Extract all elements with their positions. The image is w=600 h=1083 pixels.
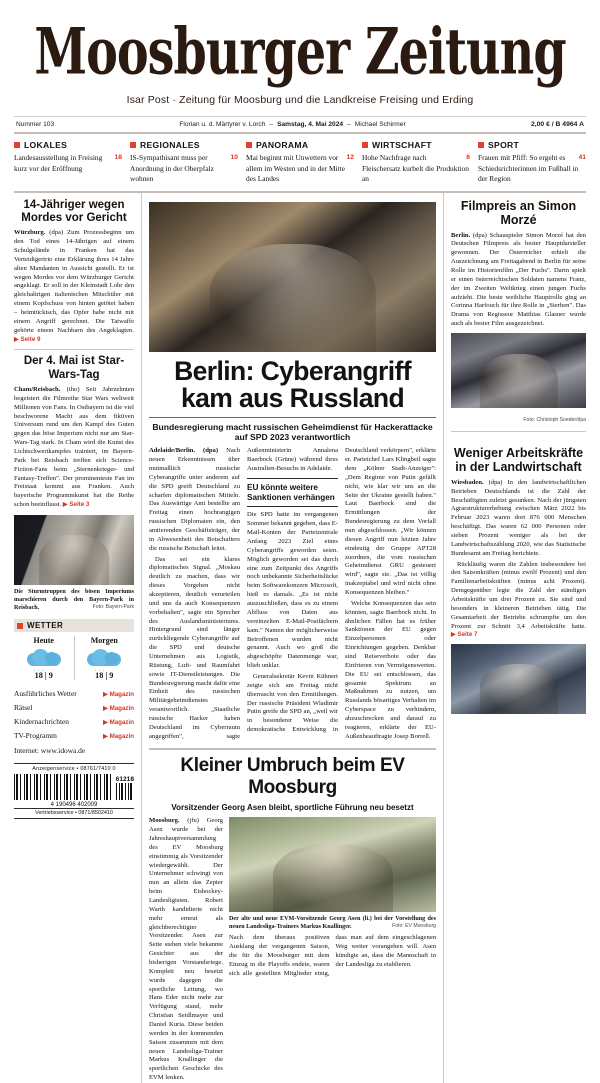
link-target-label: Magazin [109, 733, 134, 741]
article-headline: Weniger Arbeitskräfte in der Landwirtschaft [453, 445, 584, 475]
simon-morze-photo [451, 333, 586, 408]
main-headline: Berlin: Cyberangriff kam aus Russland [174, 355, 411, 413]
page-reference[interactable]: ▶ Seite 9 [14, 335, 41, 343]
nav-label: PANORAMA [256, 140, 309, 150]
weather-box [14, 619, 134, 755]
ev-headline: Kleiner Umbruch beim EV Moosburg [180, 754, 405, 798]
photo-credit: Foto: EV Moosburg [392, 923, 436, 930]
main-paragraph-4: Generalsekretär Kevin Kühnert zeigte sich am Freitag nicht überrascht von den Ermittlungen. Der russische Präsident Wladimir Putin greife die SPD an, „weil wir in besonderer Weise die demokratische Entwicklung in Deutschland verkörpern", erklärte er. Parteichef Lars Klingbeil sagte dem „Kölner Stadt-Anzeiger": „Dem Regime von Putin gefällt nicht, wie klar wir uns an die Seite der Ukraine gestellt haben." Laut Baerbock sind die Ermittlungen der Bundesregierung zu dem Vorfall nun abgeschlossen. „Wir können diesen Angriff nun letzten Jahre eindeutig der Gruppe APT28 zuordnen, die vom russischen Geheimdienst GRU gesteuert wird", sagte sie. „Das ist völlig inakzeptabel und wird nicht ohne Konsequenzen bleiben." [247, 447, 436, 734]
barcode-footer [14, 763, 134, 819]
page-reference[interactable]: ▶ Seite 3 [62, 501, 90, 509]
nav-teaser: IS-Sympathisant muss per Anordnung in der Oberpfalz wohnen [130, 153, 214, 184]
nav-section-panorama[interactable] [246, 140, 362, 185]
headline-rule [149, 417, 436, 418]
weather-day-label: Morgen [90, 636, 118, 646]
nav-label: LOKALES [24, 140, 68, 150]
nav-teaser-wrap [14, 153, 122, 174]
body-text: Zum Prozessbeginn um den Tod eines 14-Jährigen auf einem Schulgelände in Franken hat das Verteidigertrio eine Erklärung ihres 14 Jahre alten Mandanten in Aussicht gestellt. Er ist wegen Mordes vor dem Würzburger Gericht angeklagt. Er soll in der Kleinstadt Lohr den gleichaltrigen italienischen Mitschüler mit einem Kopfschuss von hinten getötet haben – heimtückisch, das Opfer habe nicht mit einem Angriff gerechnet. Die Tatwaffe gehörte einem Nachbarn des Angeklagten. [14, 229, 134, 334]
agency: (dpa) [472, 231, 487, 239]
page-reference-label: Seite 9 [20, 335, 41, 343]
ev-moosburg-photo [229, 817, 436, 912]
newspaper-title: Moosburger Zeitung [34, 13, 566, 89]
link-target-label: Magazin [109, 690, 134, 698]
photo-figure [479, 664, 557, 714]
link-label: Ausführliches Wetter [14, 688, 77, 698]
photo-figure [209, 244, 375, 352]
center-column [142, 193, 444, 1083]
center-divider [149, 748, 436, 750]
article-starwars[interactable] [14, 355, 134, 612]
link-label: Kindernachrichten [14, 717, 69, 727]
distribution-label: Vertriebsservice • 0871/8502410 [14, 808, 134, 816]
main-paragraph-5: Welche Konsequenzen das sein könnten, sagte Baerbock nicht. In ähnlichen Fällen hat es früher Sanktionen der EU gegen Einzelpersonen oder Einrichtungen gegeben. Denkbar sind Reiseverbote oder das Einfrieren von Vermögenswerten. Die EU sei entschlossen, das gesamte Spektrum an Maßnahmen zu nutzen, um Russlands bösartiges Verhalten im Cyberspace zu verhindern, abzuschrecken und darauf zu reagieren, erklärte der EU-Außenbeauftragte Josep Borrell. [345, 599, 436, 740]
ad-service-label: Anzeigenservice • 08761/7410 0 [32, 765, 116, 772]
article-filmpreis[interactable] [451, 199, 586, 426]
content-grid [14, 193, 586, 1083]
nav-label: REGIONALES [140, 140, 200, 150]
paragraph-text: Rückläufig waren die Zahlen insbesondere bei den Saisonkräften (minus zwölf Prozent) und den Familienarbeitskräften (minus acht Prozent). Demgegenüber legte die Zahl der ständigen Arbeitskräfte um drei Prozent zu. Sie sind und besonders in kleineren Betrieben tätig. Die Gesamtarbeit der Betriebe schrumpfte um den Prozent zur Schnitt 3,4 Arbeitskräfte hatte. [451, 560, 586, 630]
agency: (tho) [66, 386, 80, 394]
link-raetsel[interactable] [14, 700, 134, 714]
paragraph-text: In den landwirtschaftlichen Betrieben Deutschlands ist die Zahl der Beschäftigten zuletzt gesunken. Nach der jüngsten Agrarstrukturerhebung zwischen März 2022 bis Februar 2023 waren dort 876 000 Menschen beschäftigt. Das waren 62 000 Personen oder sieben Prozent weniger als bei der Landwirtschaftszählung 2020, wie das Statistische Bundesamt am Freitag berichtete. [451, 478, 586, 557]
stormtrooper-photo [14, 515, 134, 585]
section-nav [14, 134, 586, 191]
square-bullet-icon [362, 142, 368, 148]
square-bullet-icon [130, 142, 136, 148]
dateline: Cham/Reisbach. [14, 386, 61, 394]
nav-teaser: Frauen mit Pfiff: So ergeht es Schiedsrichterinnen im Fußball in der Region [478, 153, 579, 184]
body-text: Seit Jahrzehnten begeistert die Filmreihe Star Wars weltweit Millionen von Fans. In Ostbayern ist die viel beschworene Macht aus dem fiktiven Universum rund um den Kampf des Guten gegen das böse Imperium nicht nur am Star-Wars-Tag stark. In Cham wird die Kunst des Lichtschwertkampfes trainiert, im Bayern-Park bei Reisbach treffen sich Science-Fiction-Fans beim „Sternenkrieger- und Fantasy-Treffen". Der prominenteste Fan im Freistaat kommt aus Franken. Auch bayerische Programmkunst hat die Reihe schon beeinflusst. [14, 386, 134, 509]
nav-head-sport [478, 140, 586, 150]
weather-header [14, 619, 134, 632]
left-divider-1 [14, 349, 134, 350]
body-text: Schauspieler Simon Morzé hat den Deutschen Filmpreis als bester Hauptdarsteller gewonnen. Der Österreicher erhielt die Auszeichnung am Freitagabend in Berlin für seine Rolle im Historienfilm „Der Fuchs". Darin spielt er einen österreichischen Soldaten namens Franz, der im Zweiten Weltkrieg einen jungen Fuchs aufzieht. Die beste weibliche Hauptrolle ging an Corinna Harfouch für ihre Rolle in „Sterben". Das Drama von Regisseur Matthias Glasner wurde auch als bester Film ausgezeichnet. [451, 231, 586, 328]
weather-links [14, 686, 134, 755]
square-bullet-icon [478, 142, 484, 148]
dash-2: – [347, 121, 351, 128]
right-column [444, 193, 586, 1083]
dateline: Berlin. [451, 231, 471, 239]
caption-text: Der alte und neue EVM-Vorsitzende Georg Asen (li.) bei der Vorstellung des neuen Landesliga-Trainers Markus Knallinger. [229, 916, 436, 931]
nav-section-regionales[interactable] [130, 140, 246, 185]
article-headline: Filmpreis an Simon Morzé [460, 198, 577, 228]
weather-day-tomorrow [74, 636, 135, 680]
nav-label: WIRTSCHAFT [372, 140, 432, 150]
nav-section-wirtschaft[interactable] [362, 140, 478, 185]
issue-price: 2,00 € / B 4964 A [530, 121, 584, 128]
main-subheadline: Bundesregierung macht russischen Geheimdienst für Hackerattacke auf SPD 2023 verantwortlich [152, 421, 433, 442]
barcode-main [14, 774, 112, 800]
nav-teaser-wrap [130, 153, 238, 185]
nav-page-number: 12 [346, 154, 354, 161]
photo-caption [14, 588, 134, 612]
photo-credit: Foto: Bayern-Park [92, 604, 134, 611]
link-target-label: Magazin [109, 719, 134, 727]
page-reference-label: Seite 3 [69, 501, 90, 509]
nav-teaser: Mai beginnt mit Unwettern vor allem im Westen und in der Mitte des Landes [246, 153, 346, 184]
nav-section-sport[interactable] [478, 140, 586, 185]
ev-paragraph-2: Nach dem überaus positiven Ausklang der vergangenen Saison, die für die Moosburger mit dem Einzug in die Playoffs endete, waren sich alle gestellten Mitglieder einig, dass man auf dem eingeschlagenen Weg weiter vorangehen will. Asen kündigte an, dass die Mannschaft in der Landesliga zu etablieren. [229, 934, 436, 977]
right-filler-text [451, 437, 515, 446]
ev-photo-caption [229, 915, 436, 931]
barcode-number: 4 190496 402009 [50, 801, 98, 808]
weather-title: WETTER [27, 621, 64, 631]
dateline: Adelaide/Berlin. [149, 447, 195, 455]
inset-headline: EU könnte weitere Sanktionen verhängen [247, 478, 338, 508]
dateline: Würzburg. [14, 229, 46, 237]
article-paragraph-1 [451, 479, 586, 559]
barcode-secondary [116, 783, 134, 800]
article-14jaehriger[interactable] [14, 199, 134, 345]
link-label: Rätsel [14, 702, 33, 712]
link-ausfuehrliches-wetter[interactable] [14, 686, 134, 700]
ev-subheadline: Vorsitzender Georg Asen bleibt, sportliche Führung neu besetzt [171, 802, 414, 812]
nav-teaser-wrap [362, 153, 470, 185]
article-headline: Der 4. Mai ist Star-Wars-Tag [23, 355, 125, 381]
barcode-row [14, 774, 134, 800]
nav-head-lokales [14, 140, 122, 150]
agency: (dpa) [49, 229, 64, 237]
internet-url[interactable]: Internet: www.idowa.de [14, 745, 86, 755]
saints-day-left: Florian u. d. Märtyrer v. Lorch [179, 121, 266, 128]
dateline: Moosburg. [149, 817, 180, 825]
issue-number: Nummer 103 [16, 121, 55, 128]
nav-head-wirtschaft [362, 140, 470, 150]
photo-figure [272, 844, 392, 912]
page-reference[interactable]: ▶ Seite 7 [451, 631, 478, 639]
nav-page-number: 41 [578, 154, 586, 161]
link-target: ▶ Magazin [103, 719, 134, 727]
article-landwirtschaft[interactable] [451, 446, 586, 714]
nav-head-panorama [246, 140, 354, 150]
link-label: TV-Programm [14, 731, 57, 741]
main-paragraph-1 [149, 447, 240, 553]
right-divider-1 [451, 431, 586, 432]
issue-date-group [179, 121, 405, 128]
barcode-side-number: 61218 [115, 775, 134, 783]
courtroom-photo [149, 202, 436, 352]
rain-cloud-icon: ‚‚‚ [87, 649, 121, 669]
nav-teaser-wrap [246, 153, 354, 185]
photo-figure [39, 535, 109, 585]
square-bullet-icon [14, 142, 20, 148]
nav-page-number: 10 [230, 154, 238, 161]
link-target: ▶ Magazin [103, 690, 134, 698]
article-body [451, 232, 586, 329]
nav-label: SPORT [488, 140, 520, 150]
left-column [14, 193, 142, 1083]
article-body [14, 386, 134, 510]
photo-credit: Foto: Christoph Soeder/dpa [523, 417, 586, 423]
rain-cloud-icon: ‚‚‚ [27, 649, 61, 669]
nav-teaser: Hohe Nachfrage nach Fleischersatz kurbelt die Produktion an [362, 153, 469, 184]
link-tv-programm[interactable] [14, 729, 134, 743]
page-reference-label: Seite 7 [457, 631, 478, 639]
nav-page-number: 6 [466, 154, 470, 161]
issue-meta-row [14, 117, 586, 132]
photo-figure [479, 354, 557, 408]
weather-day-label: Heute [33, 636, 54, 646]
nav-teaser-wrap [478, 153, 586, 185]
masthead [14, 0, 586, 106]
weather-days [14, 636, 134, 680]
article-body [14, 229, 134, 344]
ev-paragraph-1 [149, 817, 223, 1083]
saints-day-right: Michael Schirmer [354, 121, 406, 128]
weather-day-today [14, 636, 74, 680]
right-column-continuation [451, 437, 586, 446]
issue-date: Samstag, 4. Mai 2024 [277, 121, 344, 128]
landwirtschaft-photo [451, 644, 586, 714]
paragraph-text: Georg Asen wurde bei der Jahreshauptversammlung des EV Moosburg einstimmig als Vorsitzender wiedergewählt. Der Unternehmer schwingt von nun an allein das Zepter beim Eishockey-Landesligisten. Robert Warth kandidierte nicht mehr erneut als gleichberechtigter Vorsitzender. Asen zur Seite stehen viele bekannte Gesichter aus der bisherigen Vorstandsriege. Komplett neu besetzt wurde dagegen die sportliche Leitung, wo Hans Eder nicht mehr zur Verfügung stand, mehr Christian Seidlmayer und Daniel Kuria. Diese beiden werden in der kommenden Saison zusammen mit dem neuen Landesliga-Trainer Markus Knallinger die sportlichen Geschicke des EVM lenken. [149, 817, 223, 1082]
main-article-body [149, 447, 436, 741]
square-bullet-icon [246, 142, 252, 148]
newspaper-subtitle: Isar Post · Zeitung für Moosburg und die Landkreise Freising und Erding [126, 94, 474, 106]
agency: (jfu) [187, 817, 199, 825]
article-paragraph-2 [451, 561, 586, 641]
nav-page-number: 18 [114, 154, 122, 161]
agency: (dpa) [203, 447, 219, 455]
square-bullet-icon [17, 623, 23, 629]
dateline: Wiesbaden. [451, 478, 484, 486]
paragraph-text: Nach neuen Erkenntnissen über mutmaßlich russische Cyberangriffe unter anderem auf die SPD greift Deutschland zu scharfen diplomatischen Mitteln. Das Auswärtige Amt bestellte am Freitag einen hochrangigen russischen Diplomaten ein, den amtierenden Geschäftsträger, der in Abwesenheit des Botschafters die russische Botschaft leitet. [149, 447, 240, 552]
caption-text: Die Sturmtruppen des bösen Imperiums marschieren durch den Bayern-Park in Reisbach. [14, 589, 134, 612]
nav-section-lokales[interactable] [14, 140, 130, 185]
nav-teaser: Landesausstellung in Freising kurz vor der Eröffnung [14, 153, 103, 173]
main-paragraph-2: Das sei ein klares diplomatisches Signal. „Moskau deutlich zu machen, dass wir dieses Vorgehen nicht akzeptieren, deutlich verurteilen und uns da auch Konsequenzen vorbehalten", sagte ein Sprecher des Auslandsministeriums. Hintergrund sind länger zurückliegende Cyberangriffe auf die SPD und deutsche Unternehmen aus Logistik, Rüstung, Luft- und Raumfahrt sowie IT-Dienstleistungen. Die Bundesregierung macht dafür eine Einheit des russischen Militärgeheimdienstes verantwortlich. „Staatliche russische Hacker haben Deutschland im Cyberraum angegriffen", sagte Außenministerin Annalena Baerbock (Grüne) während ihres Australien-Besuchs in Adelaide. [149, 447, 338, 740]
dash-1: – [269, 121, 274, 128]
link-target: ▶ Magazin [103, 733, 134, 741]
link-kindernachrichten[interactable] [14, 715, 134, 729]
main-paragraph-3: Die SPD hatte im vergangenen Sommer bekannt gegeben, dass E-Mail-Konten der Parteizentrale Anfang 2023 Ziel eines Cyberangriffs geworden seien. Möglich geworden sei das durch eine zum Zeitpunkt des Angriffs noch unbekannte Sicherheitslücke beim Softwarekonzern Microsoft, hieß es damals. „Es ist nicht auszuschließen, dass es zu einem Abfluss von Daten aus vereinzelten E-Mail-Postfächern kam." Namen der möglicherweise Betroffenen wurden nicht genannt. Auch wo groß die abgeschöpfte Datenmenge war, blieb unklar. [247, 511, 339, 670]
weather-temp: 18 | 9 [34, 671, 53, 681]
link-target-label: Magazin [109, 704, 134, 712]
weather-temp: 18 | 9 [95, 671, 114, 681]
article-headline: 14-Jähriger wegen Mordes vor Gericht [21, 198, 127, 224]
article-ev-moosburg[interactable] [149, 755, 436, 1083]
link-target: ▶ Magazin [103, 704, 134, 712]
agency: (dpa) [488, 478, 503, 486]
nav-head-regionales [130, 140, 238, 150]
